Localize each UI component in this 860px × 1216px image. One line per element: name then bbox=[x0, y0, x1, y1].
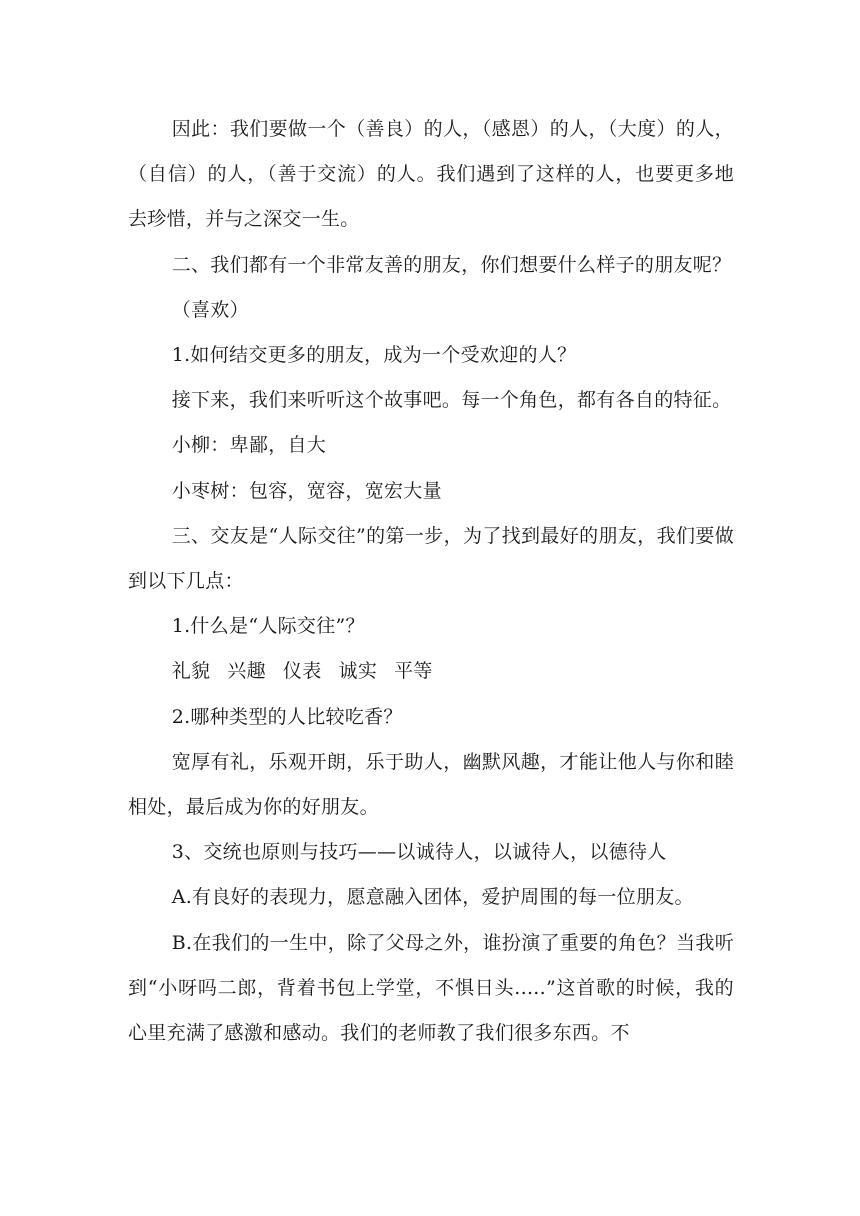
trait-item: 仪表 bbox=[282, 660, 322, 683]
paragraph-conclusion: 因此：我们要做一个（善良）的人，（感恩）的人，（大度）的人，（自信）的人，（善于交流）的人。我们遇到了这样的人，也要更多地去珍惜，并与之深交一生。 bbox=[128, 118, 734, 231]
trait-item: 兴趣 bbox=[227, 660, 266, 683]
paragraph-popular-type: 2.哪种类型的人比较吃香？ bbox=[171, 705, 403, 728]
paragraph-section-two: 二、我们都有一个非常友善的朋友，你们想要什么样子的朋友呢？ bbox=[171, 253, 732, 276]
paragraph-section-three: 三、交友是“人际交往”的第一步，为了找到最好的朋友，我们要做到以下几点： bbox=[128, 524, 734, 593]
document-body bbox=[128, 107, 734, 1056]
paragraph-question-one: 1.如何结交更多的朋友，成为一个受欢迎的人？ bbox=[171, 344, 577, 367]
paragraph-point-b: B.在我们的一生中，除了父母之外，谁扮演了重要的角色？当我听到“小呀吗二郎，背着书包上学堂，不惧日头.....”这首歌的时候，我的心里充满了感激和感动。我们的老师教了我们很多东西。不 bbox=[128, 931, 734, 1045]
trait-item: 诚实 bbox=[338, 660, 378, 683]
paragraph-qualities: 宽厚有礼，乐观开朗，乐于助人，幽默风趣，才能让他人与你和睦相处，最后成为你的好朋友。 bbox=[128, 750, 734, 819]
traits-list bbox=[128, 649, 734, 694]
paragraph-point-a: A.有良好的表现力，愿意融入团体，爱护周围的每一位朋友。 bbox=[171, 886, 694, 909]
paragraph-jujube-tree: 小枣树：包容，宽容，宽宏大量 bbox=[171, 479, 442, 502]
paragraph-what-is-interaction: 1.什么是“人际交往”？ bbox=[171, 615, 365, 638]
trait-item: 礼貌 bbox=[171, 660, 211, 683]
paragraph-xiaoliu: 小柳：卑鄙，自大 bbox=[171, 434, 327, 457]
paragraph-story-intro: 接下来，我们来听听这个故事吧。每一个角色，都有各自的特征。 bbox=[171, 389, 732, 412]
trait-item: 平等 bbox=[394, 660, 433, 683]
paragraph-principles: 3、交统也原则与技巧——以诚待人，以诚待人，以德待人 bbox=[171, 841, 667, 864]
paragraph-like: （喜欢） bbox=[171, 298, 249, 321]
